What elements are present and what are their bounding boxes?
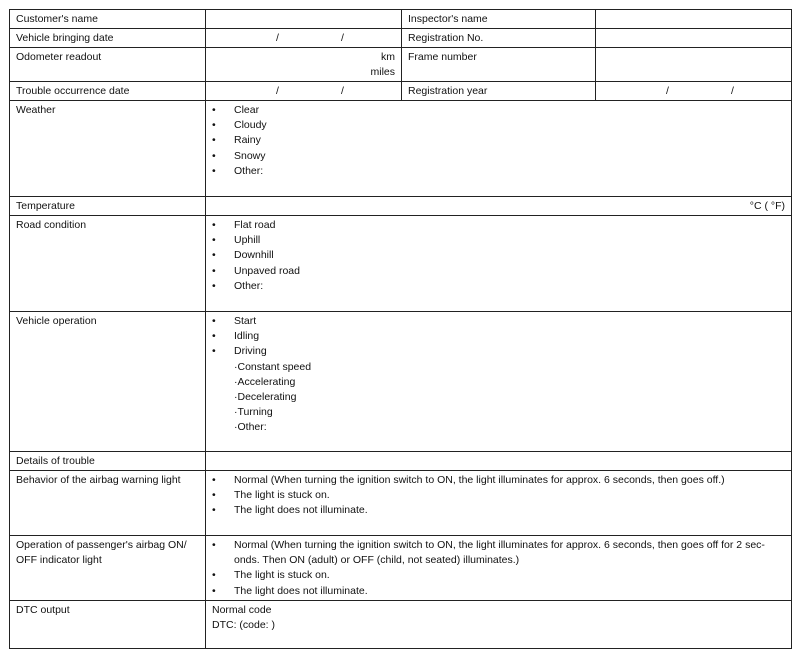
date-separator: / (276, 32, 279, 44)
road-condition-option[interactable]: • Downhill (212, 248, 785, 263)
vehicle-operation-label: Vehicle operation (10, 312, 206, 452)
registration-year-label: Registration year (402, 82, 596, 101)
passenger-airbag-option[interactable]: • The light does not illuminate. (212, 584, 785, 599)
dtc-code: DTC: (code: ) (212, 619, 276, 632)
customer-name-field[interactable] (206, 10, 402, 29)
row-airbag-warning (10, 471, 792, 536)
inspector-name-field[interactable] (596, 10, 792, 29)
registration-year-field[interactable] (596, 82, 792, 101)
driving-sub-option[interactable]: ·Turning (234, 406, 273, 419)
road-condition-option[interactable]: • Other: (212, 279, 785, 294)
airbag-warning-options (206, 471, 792, 536)
airbag-warning-option[interactable]: • Normal (When turning the ignition switch to ON, the light illuminates for approx. 6 seconds, then goes off.) (212, 473, 785, 488)
temperature-unit: °C ( °F) (749, 200, 785, 212)
passenger-airbag-option[interactable]: • The light is stuck on. (212, 568, 785, 583)
normal-text-line: • Normal (When turning the ignition switch to ON, the light illuminates for approx. 6 seconds, then goes off for 2 sec- (234, 539, 765, 551)
bringing-date-field[interactable] (206, 29, 402, 48)
registration-no-field[interactable] (596, 29, 792, 48)
passenger-airbag-options (206, 536, 792, 601)
occurrence-date-label: Trouble occurrence date (10, 82, 206, 101)
road-condition-option[interactable]: • Flat road (212, 218, 785, 233)
road-condition-option[interactable]: • Unpaved road (212, 264, 785, 279)
passenger-airbag-option-normal[interactable] (212, 538, 785, 568)
driving-sub-option[interactable]: ·Constant speed (234, 360, 312, 373)
row-vehicle-operation (10, 312, 792, 452)
frame-number-field[interactable] (596, 48, 792, 82)
airbag-warning-option[interactable]: • The light does not illuminate. (212, 503, 785, 518)
row-bringing-date (10, 29, 792, 48)
temperature-field[interactable] (206, 197, 792, 216)
road-condition-options (206, 216, 792, 312)
airbag-warning-option[interactable]: • The light is stuck on. (212, 488, 785, 503)
odometer-unit-miles: miles (370, 66, 395, 79)
passenger-airbag-label (10, 536, 206, 601)
normal-text-line: onds. Then ON (adult) or OFF (child, not seated) illuminates.) (234, 554, 520, 567)
odometer-field[interactable] (206, 48, 402, 82)
dtc-field[interactable] (206, 601, 792, 649)
vehicle-operation-option[interactable]: • Driving (212, 344, 785, 359)
date-separator: / (276, 85, 279, 97)
row-customer-name (10, 10, 792, 29)
temperature-label: Temperature (10, 197, 206, 216)
driving-sub-option[interactable]: ·Decelerating (234, 391, 297, 404)
weather-option[interactable]: • Cloudy (212, 118, 785, 133)
odometer-label: Odometer readout (10, 48, 206, 82)
registration-no-label: Registration No. (402, 29, 596, 48)
vehicle-operation-option[interactable]: • Idling (212, 329, 785, 344)
occurrence-date-field[interactable] (206, 82, 402, 101)
passenger-airbag-label-line: OFF indicator light (16, 554, 102, 567)
passenger-airbag-label-line: Operation of passenger's airbag ON/ (16, 539, 187, 551)
weather-option[interactable]: • Snowy (212, 149, 785, 164)
details-label: Details of trouble (10, 452, 206, 471)
row-passenger-airbag (10, 536, 792, 601)
row-details (10, 452, 792, 471)
details-field[interactable] (206, 452, 792, 471)
row-weather (10, 101, 792, 197)
row-occurrence-date (10, 82, 792, 101)
weather-option[interactable]: • Other: (212, 164, 785, 179)
date-separator: / (731, 85, 734, 97)
customer-name-label: Customer's name (10, 10, 206, 29)
date-separator: / (341, 85, 344, 97)
dtc-label: DTC output (10, 601, 206, 649)
airbag-warning-label: Behavior of the airbag warning light (10, 471, 206, 536)
odometer-unit-km: km (381, 51, 395, 63)
vehicle-operation-option[interactable]: • Start (212, 314, 785, 329)
road-condition-label: Road condition (10, 216, 206, 312)
frame-number-label: Frame number (402, 48, 596, 82)
row-odometer (10, 48, 792, 82)
bringing-date-label: Vehicle bringing date (10, 29, 206, 48)
weather-options (206, 101, 792, 197)
weather-label: Weather (10, 101, 206, 197)
date-separator: / (666, 85, 669, 97)
weather-option[interactable]: • Rainy (212, 133, 785, 148)
inspector-name-label: Inspector's name (402, 10, 596, 29)
weather-option[interactable]: • Clear (212, 103, 785, 118)
dtc-normal-code: Normal code (212, 604, 272, 616)
driving-sub-option[interactable]: ·Other: (234, 421, 267, 434)
date-separator: / (341, 32, 344, 44)
driving-sub-option[interactable]: ·Accelerating (234, 375, 296, 388)
row-road-condition (10, 216, 792, 312)
vehicle-operation-options (206, 312, 792, 452)
row-dtc (10, 601, 792, 649)
road-condition-option[interactable]: • Uphill (212, 233, 785, 248)
row-temperature (10, 197, 792, 216)
worksheet-table (9, 9, 792, 649)
